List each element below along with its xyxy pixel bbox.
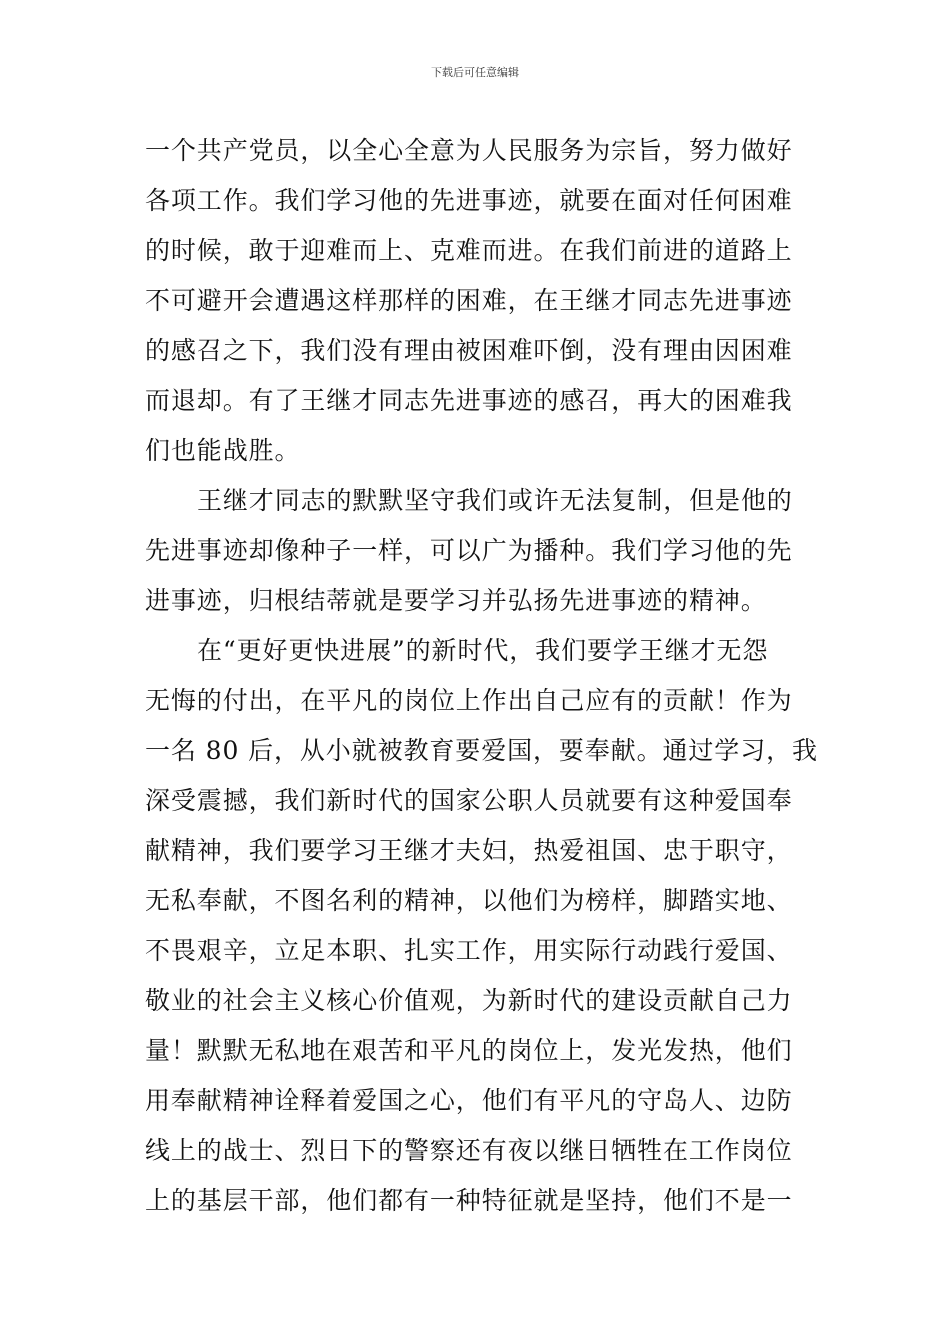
paragraph-1 [145,126,810,476]
text-line: 敬业的社会主义核心价值观，为新时代的建设贡献自己力 [145,986,793,1015]
text-line: 们也能战胜。 [145,436,301,465]
page-header: 下载后可任意编辑 [431,66,519,79]
text-line: 不可避开会遭遇这样那样的困难，在王继才同志先进事迹 [145,286,793,315]
text-line: 在“更好更快进展”的新时代，我们要学王继才无怨 [197,636,769,665]
text-line: 进事迹，归根结蒂就是要学习并弘扬先进事迹的精神。 [145,586,767,615]
text-line: 的感召之下，我们没有理由被困难吓倒，没有理由因困难 [145,336,793,365]
text-line: 用奉献精神诠释着爱国之心，他们有平凡的守岛人、边防 [145,1086,793,1115]
text-line: 线上的战士、烈日下的警察还有夜以继日牺牲在工作岗位 [145,1136,793,1165]
text-line: 量！默默无私地在艰苦和平凡的岗位上，发光发热，他们 [145,1036,793,1065]
text-line: 深受震撼，我们新时代的国家公职人员就要有这种爱国奉 [145,786,793,815]
paragraph-3 [145,626,818,1226]
text-line: 一名 80 后，从小就被教育要爱国，要奉献。通过学习，我 [145,736,818,765]
text-line: 献精神，我们要学习王继才夫妇，热爱祖国、忠于职守， [145,836,793,865]
text-line: 的时候，敢于迎难而上、克难而进。在我们前进的道路上 [145,236,793,265]
text-line: 无私奉献，不图名利的精神，以他们为榜样，脚踏实地、 [145,886,793,915]
document-body [145,126,818,1226]
text-line: 一个共产党员，以全心全意为人民服务为宗旨，努力做好 [145,136,793,165]
text-line: 先进事迹却像种子一样，可以广为播种。我们学习他的先 [145,536,793,565]
text-line: 无悔的付出，在平凡的岗位上作出自己应有的贡献！作为 [145,686,793,715]
text-line: 王继才同志的默默坚守我们或许无法复制，但是他的 [197,486,793,515]
text-line: 各项工作。我们学习他的先进事迹，就要在面对任何困难 [145,186,793,215]
text-line: 不畏艰辛，立足本职、扎实工作，用实际行动践行爱国、 [145,936,793,965]
text-line: 上的基层干部，他们都有一种特征就是坚持，他们不是一 [145,1186,793,1215]
paragraph-2 [145,476,810,626]
text-line: 而退却。有了王继才同志先进事迹的感召，再大的困难我 [145,386,793,415]
